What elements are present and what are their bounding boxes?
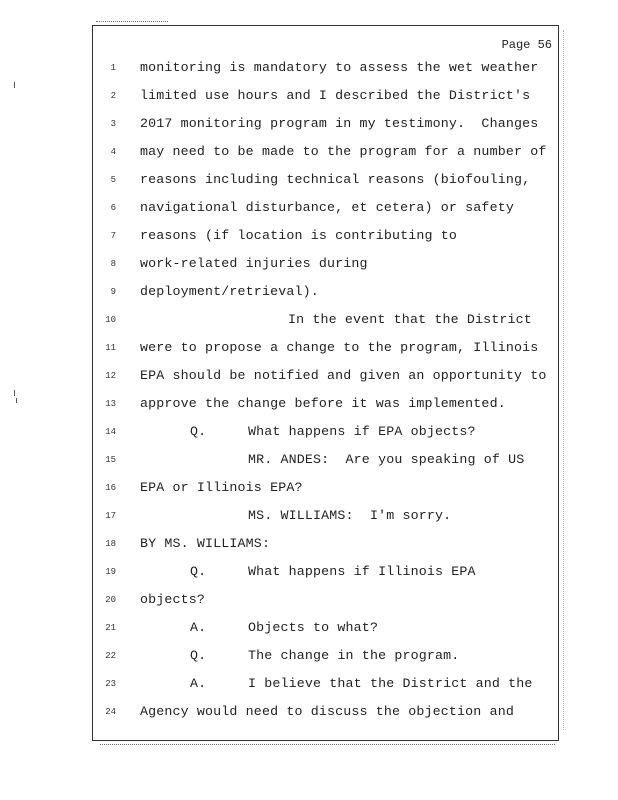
line-number: 20 — [105, 595, 116, 605]
transcript-line — [96, 647, 556, 665]
line-text: MS. WILLIAMS: I'm sorry. — [248, 508, 452, 523]
line-number: 9 — [110, 287, 116, 297]
right-scan-artifact — [563, 30, 565, 730]
left-margin-mark — [14, 390, 15, 396]
line-text: approve the change before it was implemented. — [140, 396, 506, 411]
line-text: monitoring is mandatory to assess the wet weather — [140, 60, 539, 75]
line-number: 7 — [110, 231, 116, 241]
transcript-line — [96, 339, 556, 357]
line-text: Objects to what? — [248, 620, 379, 635]
speaker-label: A. — [190, 676, 207, 691]
line-number: 1 — [110, 63, 116, 73]
transcript-line — [96, 143, 556, 161]
line-text: objects? — [140, 592, 206, 607]
line-number: 21 — [105, 623, 116, 633]
line-number: 13 — [105, 399, 116, 409]
transcript-line — [96, 227, 556, 245]
line-number: 8 — [110, 259, 116, 269]
line-text: Agency would need to discuss the objection and — [140, 704, 514, 719]
transcript-line — [96, 367, 556, 385]
transcript-line — [96, 507, 556, 525]
transcript-line — [96, 703, 556, 721]
transcript-line — [96, 115, 556, 133]
transcript-line — [96, 199, 556, 217]
speaker-label: A. — [190, 620, 207, 635]
line-number: 22 — [105, 651, 116, 661]
transcript-line — [96, 451, 556, 469]
speaker-label: Q. — [190, 648, 207, 663]
line-number: 17 — [105, 511, 116, 521]
top-scan-artifact — [96, 21, 168, 23]
line-text: limited use hours and I described the District's — [140, 88, 531, 103]
line-number: 23 — [105, 679, 116, 689]
line-number: 5 — [110, 175, 116, 185]
line-number: 24 — [105, 707, 116, 717]
line-text: I believe that the District and the — [248, 676, 533, 691]
line-text: The change in the program. — [248, 648, 460, 663]
line-number: 12 — [105, 371, 116, 381]
transcript-line — [96, 675, 556, 693]
transcript-line — [96, 619, 556, 637]
transcript-line — [96, 171, 556, 189]
transcript-line — [96, 479, 556, 497]
speaker-label: Q. — [190, 564, 207, 579]
line-text: deployment/retrieval). — [140, 284, 319, 299]
line-text: reasons including technical reasons (biofouling, — [140, 172, 531, 187]
line-number: 4 — [110, 147, 116, 157]
line-number: 15 — [105, 455, 116, 465]
line-text: reasons (if location is contributing to — [140, 228, 458, 243]
transcript-line — [96, 283, 556, 301]
line-text: What happens if Illinois EPA — [248, 564, 476, 579]
line-text: were to propose a change to the program, Illinois — [140, 340, 539, 355]
transcript-line — [96, 591, 556, 609]
line-text: EPA should be notified and given an opportunity to — [140, 368, 547, 383]
transcript-line — [96, 311, 556, 329]
transcript-line — [96, 535, 556, 553]
line-number: 14 — [105, 427, 116, 437]
left-margin-mark — [14, 82, 15, 88]
speaker-label: Q. — [190, 424, 207, 439]
line-number: 2 — [110, 91, 116, 101]
line-number: 16 — [105, 483, 116, 493]
transcript-line — [96, 255, 556, 273]
line-number: 18 — [105, 539, 116, 549]
transcript-line — [96, 423, 556, 441]
line-number: 6 — [110, 203, 116, 213]
line-number: 19 — [105, 567, 116, 577]
transcript-line — [96, 563, 556, 581]
left-margin-mark — [16, 398, 17, 403]
line-text: What happens if EPA objects? — [248, 424, 476, 439]
line-number: 3 — [110, 119, 116, 129]
line-number: 11 — [105, 343, 116, 353]
line-text: EPA or Illinois EPA? — [140, 480, 303, 495]
transcript-line — [96, 59, 556, 77]
line-text: BY MS. WILLIAMS: — [140, 536, 271, 551]
line-text: 2017 monitoring program in my testimony. Changes — [140, 116, 539, 131]
bottom-scan-artifact — [100, 744, 555, 746]
line-number: 10 — [105, 315, 116, 325]
line-text: In the event that the District — [288, 312, 532, 327]
transcript-line — [96, 87, 556, 105]
line-text: navigational disturbance, et cetera) or safety — [140, 200, 514, 215]
line-text: work-related injuries during — [140, 256, 368, 271]
line-text: MR. ANDES: Are you speaking of US — [248, 452, 525, 467]
page-number: Page 56 — [501, 38, 552, 52]
transcript-line — [96, 395, 556, 413]
line-text: may need to be made to the program for a number of — [140, 144, 547, 159]
